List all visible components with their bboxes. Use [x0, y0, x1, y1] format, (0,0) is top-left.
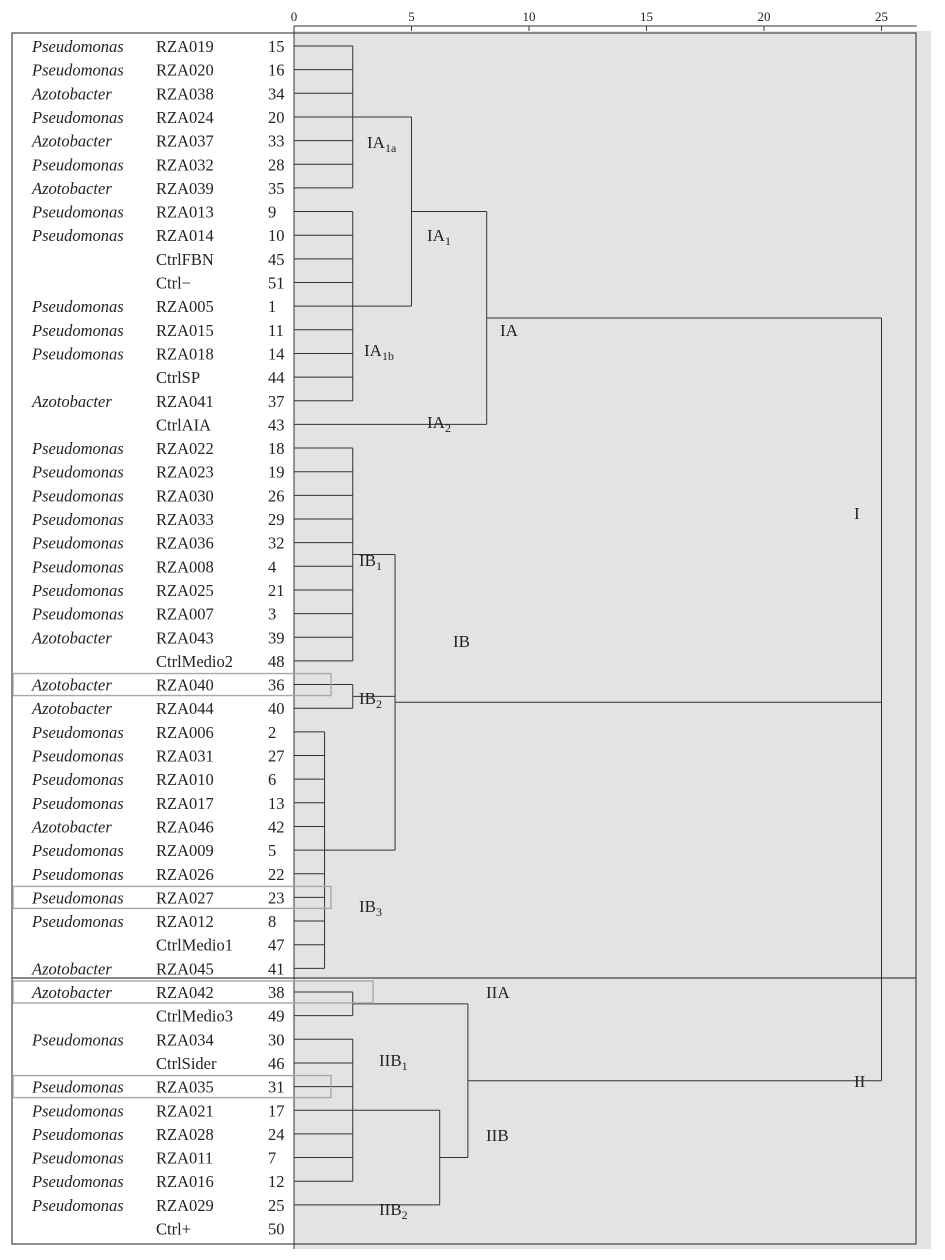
leaf-genus: Azotobacter	[32, 699, 112, 719]
cluster-label: $IIB_2$	[379, 1200, 408, 1222]
leaf-genus: Pseudomonas	[32, 557, 124, 577]
leaf-strain: RZA007	[156, 604, 214, 624]
leaf-strain: RZA008	[156, 557, 214, 577]
leaf-number: 23	[268, 888, 285, 908]
axis-tick-label: 15	[640, 9, 653, 24]
leaf-genus: Pseudomonas	[32, 1077, 124, 1097]
leaf-genus: Pseudomonas	[32, 793, 124, 813]
leaf-number: 25	[268, 1195, 285, 1215]
cluster-label: $IA_{1a}$	[367, 133, 397, 155]
leaf-number: 50	[268, 1219, 285, 1239]
leaf-number: 4	[268, 557, 277, 577]
leaf-genus: Pseudomonas	[32, 202, 124, 222]
leaf-genus: Pseudomonas	[32, 320, 124, 340]
leaf-genus: Pseudomonas	[32, 439, 124, 459]
leaf-strain: RZA014	[156, 226, 214, 246]
leaf-strain: RZA023	[156, 462, 214, 482]
leaf-labels	[31, 37, 285, 1239]
leaf-number: 49	[268, 1006, 285, 1026]
leaf-strain: RZA039	[156, 178, 214, 198]
leaf-genus: Pseudomonas	[32, 462, 124, 482]
leaf-number: 45	[268, 249, 285, 269]
leaf-genus: Azotobacter	[32, 817, 112, 837]
leaf-genus: Pseudomonas	[32, 1030, 124, 1050]
leaf-number: 15	[268, 37, 285, 56]
leaf-strain: RZA025	[156, 580, 214, 600]
leaf-strain: RZA012	[156, 912, 214, 932]
leaf-number: 37	[268, 391, 285, 411]
leaf-genus: Pseudomonas	[32, 746, 124, 766]
leaf-number: 3	[268, 604, 277, 624]
axis-tick-label: 0	[290, 9, 298, 24]
leaf-genus: Pseudomonas	[32, 1172, 124, 1192]
leaf-number: 38	[268, 983, 285, 1002]
leaf-strain: RZA033	[156, 510, 214, 529]
leaf-number: 16	[268, 60, 285, 80]
cluster-label: IB	[453, 632, 470, 651]
leaf-strain: CtrlMedio3	[156, 1006, 233, 1026]
leaf-strain: RZA022	[156, 439, 214, 459]
leaf-number: 22	[268, 864, 285, 884]
leaf-number: 47	[268, 935, 285, 955]
leaf-strain: RZA015	[156, 320, 214, 340]
leaf-genus: Pseudomonas	[32, 510, 124, 529]
leaf-genus: Pseudomonas	[32, 864, 124, 884]
leaf-strain: RZA038	[156, 84, 214, 104]
cluster-label: $IA_1$	[427, 226, 451, 248]
leaf-strain: RZA026	[156, 864, 214, 884]
leaf-strain: RZA046	[156, 817, 214, 837]
cluster-label: II	[854, 1072, 866, 1091]
leaf-genus: Azotobacter	[32, 675, 112, 695]
leaf-strain: RZA009	[156, 841, 214, 861]
leaf-genus: Pseudomonas	[32, 107, 124, 127]
leaf-strain: RZA043	[156, 628, 214, 648]
leaf-strain: RZA021	[156, 1101, 214, 1121]
leaf-genus: Azotobacter	[32, 178, 112, 198]
leaf-number: 32	[268, 533, 285, 553]
leaf-strain: RZA029	[156, 1195, 214, 1215]
leaf-number: 51	[268, 273, 285, 293]
cluster-label: $IIB_1$	[379, 1051, 408, 1073]
leaf-number: 21	[268, 580, 285, 600]
leaf-genus: Pseudomonas	[32, 1124, 124, 1144]
leaf-number: 26	[268, 486, 285, 506]
leaf-strain: RZA041	[156, 391, 214, 411]
leaf-strain: Ctrl+	[156, 1219, 191, 1239]
axis-tick-label: 25	[875, 9, 888, 24]
leaf-genus: Pseudomonas	[32, 486, 124, 506]
leaf-strain: RZA034	[156, 1030, 214, 1050]
leaf-strain: RZA016	[156, 1172, 214, 1192]
leaf-strain: CtrlMedio1	[156, 935, 233, 955]
leaf-strain: RZA040	[156, 675, 214, 695]
leaf-genus: Pseudomonas	[32, 770, 124, 790]
leaf-number: 9	[268, 202, 277, 222]
leaf-strain: RZA020	[156, 60, 214, 80]
axis-tick-label: 10	[522, 9, 536, 24]
leaf-strain: RZA037	[156, 131, 214, 151]
leaf-number: 29	[268, 510, 285, 529]
leaf-number: 36	[268, 675, 285, 695]
leaf-strain: RZA035	[156, 1077, 214, 1097]
leaf-genus: Pseudomonas	[32, 722, 124, 742]
leaf-number: 7	[268, 1148, 277, 1168]
leaf-strain: CtrlSider	[156, 1053, 217, 1073]
leaf-number: 28	[268, 155, 285, 175]
leaf-genus: Azotobacter	[32, 959, 112, 979]
cluster-label: IA	[500, 321, 518, 340]
leaf-number: 43	[268, 415, 285, 435]
leaf-genus: Azotobacter	[32, 628, 112, 648]
leaf-strain: CtrlSP	[156, 368, 201, 388]
leaf-number: 33	[268, 131, 285, 151]
leaf-number: 46	[268, 1053, 285, 1073]
leaf-strain: RZA005	[156, 297, 214, 317]
leaf-genus: Pseudomonas	[32, 1101, 124, 1121]
axis-tick-label: 5	[408, 9, 415, 24]
cluster-label: $IB_3$	[359, 897, 382, 919]
leaf-genus: Pseudomonas	[32, 226, 124, 246]
cluster-label: $IB_2$	[359, 689, 382, 711]
leaf-genus: Pseudomonas	[32, 1148, 124, 1168]
leaf-strain: RZA006	[156, 722, 214, 742]
leaf-genus: Pseudomonas	[32, 841, 124, 861]
leaf-strain: CtrlAIA	[156, 415, 211, 435]
leaf-strain: CtrlMedio2	[156, 651, 233, 671]
leaf-number: 18	[268, 439, 285, 459]
leaf-strain: RZA024	[156, 107, 214, 127]
leaf-strain: RZA044	[156, 699, 214, 719]
leaf-number: 48	[268, 651, 285, 671]
leaf-number: 30	[268, 1030, 285, 1050]
leaf-genus: Pseudomonas	[32, 155, 124, 175]
leaf-strain: RZA019	[156, 37, 214, 56]
leaf-genus: Pseudomonas	[32, 888, 124, 908]
axis-tick-label: 20	[757, 9, 771, 24]
leaf-number: 44	[268, 368, 285, 388]
leaf-strain: CtrlFBN	[156, 249, 214, 269]
leaf-genus: Pseudomonas	[32, 344, 124, 364]
cluster-label: $IA_2$	[427, 413, 451, 435]
cluster-label: I	[854, 504, 860, 523]
leaf-number: 1	[268, 297, 277, 317]
leaf-strain: RZA013	[156, 202, 214, 222]
leaf-number: 8	[268, 912, 277, 932]
cluster-label: IIB	[486, 1126, 509, 1145]
leaf-genus: Pseudomonas	[32, 37, 124, 56]
leaf-strain: RZA031	[156, 746, 214, 766]
leaf-strain: RZA011	[156, 1148, 214, 1168]
leaf-strain: RZA032	[156, 155, 214, 175]
cluster-label: IIA	[486, 983, 510, 1002]
leaf-genus: Azotobacter	[32, 84, 112, 104]
leaf-number: 14	[268, 344, 285, 364]
leaf-genus: Pseudomonas	[32, 604, 124, 624]
leaf-number: 20	[268, 107, 285, 127]
leaf-number: 19	[268, 462, 285, 482]
leaf-genus: Pseudomonas	[32, 912, 124, 932]
leaf-number: 13	[268, 793, 285, 813]
leaf-genus: Azotobacter	[32, 131, 112, 151]
leaf-number: 40	[268, 699, 285, 719]
cluster-label: $IA_{1b}$	[364, 341, 394, 363]
leaf-number: 34	[268, 84, 285, 104]
leaf-number: 35	[268, 178, 285, 198]
leaf-strain: RZA010	[156, 770, 214, 790]
leaf-strain: Ctrl−	[156, 273, 191, 293]
leaf-number: 11	[268, 320, 284, 340]
leaf-number: 24	[268, 1124, 285, 1144]
leaf-genus: Azotobacter	[32, 983, 112, 1002]
leaf-genus: Pseudomonas	[32, 533, 124, 553]
leaf-genus: Pseudomonas	[32, 1195, 124, 1215]
leaf-genus: Azotobacter	[32, 391, 112, 411]
leaf-genus: Pseudomonas	[32, 297, 124, 317]
leaf-number: 10	[268, 226, 285, 246]
leaf-strain: RZA027	[156, 888, 214, 908]
leaf-strain: RZA017	[156, 793, 214, 813]
cluster-label: $IB_1$	[359, 551, 382, 573]
leaf-number: 27	[268, 746, 285, 766]
leaf-strain: RZA036	[156, 533, 214, 553]
leaf-number: 5	[268, 841, 277, 861]
leaf-number: 2	[268, 722, 277, 742]
leaf-genus: Pseudomonas	[32, 60, 124, 80]
leaf-number: 12	[268, 1172, 285, 1192]
leaf-number: 31	[268, 1077, 285, 1097]
leaf-strain: RZA042	[156, 983, 214, 1002]
leaf-genus: Pseudomonas	[32, 580, 124, 600]
leaf-strain: RZA045	[156, 959, 214, 979]
leaf-number: 42	[268, 817, 285, 837]
leaf-strain: RZA028	[156, 1124, 214, 1144]
leaf-number: 6	[268, 770, 277, 790]
leaf-number: 41	[268, 959, 285, 979]
leaf-strain: RZA018	[156, 344, 214, 364]
leaf-strain: RZA030	[156, 486, 214, 506]
leaf-number: 39	[268, 628, 285, 648]
leaf-number: 17	[268, 1101, 285, 1121]
